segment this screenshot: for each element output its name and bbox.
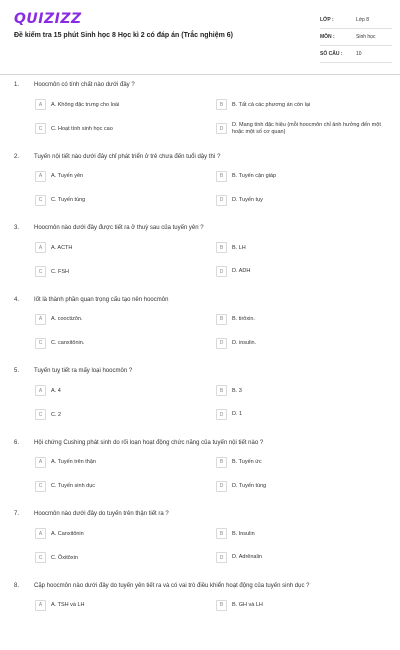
option-letter-box: B [216, 314, 227, 325]
option-label: C. Tuyến sinh dục [51, 483, 95, 489]
quizizz-logo: QUIZIZZ [14, 11, 82, 27]
option-letter-box: B [216, 457, 227, 468]
option-letter-box: C [35, 266, 46, 277]
option-label: A. ACTH [51, 245, 72, 251]
answer-option[interactable] [35, 407, 61, 422]
option-letter-box: D [216, 481, 227, 492]
option-label: C. canxitônin. [51, 340, 84, 346]
question-number: 8. [14, 583, 19, 589]
answer-option[interactable] [35, 455, 96, 470]
answer-option[interactable] [216, 264, 386, 279]
meta-row-count [320, 46, 392, 63]
answer-option[interactable] [216, 407, 386, 422]
answer-option[interactable] [216, 479, 386, 494]
question-number: 5. [14, 368, 19, 374]
option-letter-box: D [216, 195, 227, 206]
option-letter-box: A [35, 528, 46, 539]
option-letter-box: B [216, 385, 227, 396]
page-title: Đề kiểm tra 15 phút Sinh học 8 Học kì 2 có đáp án (Trắc nghiệm 6) [14, 32, 314, 39]
option-label: B. 3 [232, 388, 242, 394]
meta-row-class [320, 12, 392, 29]
answer-option[interactable] [35, 526, 84, 541]
option-letter-box: C [35, 195, 46, 206]
answer-option[interactable] [216, 240, 246, 255]
option-label: D. insulin. [232, 340, 256, 347]
option-label: A. Canxitônin [51, 531, 84, 537]
question-text: Hoocmôn nào dưới đây do tuyến trên thận tiết ra ? [34, 511, 384, 517]
option-letter-box: D [216, 123, 227, 134]
question-number: 7. [14, 511, 19, 517]
option-letter-box: B [216, 171, 227, 182]
question-item [0, 150, 400, 222]
answer-option[interactable] [35, 336, 84, 351]
option-label: D. ADH [232, 268, 250, 275]
question-item [0, 436, 400, 508]
option-label: D. 1 [232, 411, 242, 418]
answer-option[interactable] [35, 550, 78, 565]
question-number: 1. [14, 82, 19, 88]
option-letter-box: B [216, 242, 227, 253]
question-text: Hoocmôn có tính chất nào dưới đây ? [34, 82, 384, 88]
question-number: 3. [14, 225, 19, 231]
question-item [0, 293, 400, 365]
answer-option[interactable] [216, 193, 386, 208]
option-label: B. Tuyến ức [232, 459, 262, 465]
answer-option[interactable] [35, 383, 61, 398]
option-label: A. 4 [51, 388, 61, 394]
meta-table [320, 12, 392, 63]
option-label: B. GH và LH [232, 602, 263, 608]
question-number: 4. [14, 297, 19, 303]
worksheet-header [0, 0, 400, 78]
meta-label: MÔN : [320, 34, 356, 40]
meta-value: Sinh học [356, 34, 375, 40]
answer-option[interactable] [216, 526, 255, 541]
option-label: C. 2 [51, 412, 61, 418]
meta-label: LỚP : [320, 17, 356, 23]
answer-option[interactable] [35, 479, 95, 494]
option-letter-box: B [216, 600, 227, 611]
question-number: 6. [14, 440, 19, 446]
option-letter-box: A [35, 457, 46, 468]
answer-option[interactable] [35, 169, 83, 184]
option-letter-box: A [35, 99, 46, 110]
option-label: B. Insulin [232, 531, 255, 537]
option-label: A. Không đặc trưng cho loài [51, 102, 119, 108]
answer-option[interactable] [35, 121, 113, 136]
option-label: B. Tất cả các phương án còn lại [232, 102, 310, 108]
option-label: D. Tuyến tùng [232, 483, 266, 490]
option-label: D. Tuyến tụy [232, 197, 263, 204]
option-label: B. LH [232, 245, 246, 251]
question-list [0, 78, 400, 650]
answer-option[interactable] [216, 455, 262, 470]
option-label: C. Ôxitôxin [51, 555, 78, 561]
meta-value: Lớp 8 [356, 17, 369, 23]
meta-label: SỐ CÂU : [320, 51, 356, 57]
option-label: C. FSH [51, 269, 69, 275]
option-letter-box: D [216, 266, 227, 277]
question-item [0, 364, 400, 436]
question-item [0, 221, 400, 293]
option-label: A. Tuyến trên thận [51, 459, 96, 465]
option-label: B. tirôxin. [232, 316, 255, 322]
answer-option[interactable] [216, 383, 242, 398]
option-label: A. cooctizôn. [51, 316, 83, 322]
answer-option[interactable] [35, 240, 72, 255]
answer-option[interactable] [216, 169, 276, 184]
option-letter-box: C [35, 552, 46, 563]
option-label: C. Tuyến tùng [51, 197, 85, 203]
question-item [0, 78, 400, 150]
option-label: A. Tuyến yên [51, 173, 83, 179]
answer-option[interactable] [35, 193, 85, 208]
question-text: Iốt là thành phần quan trọng cấu tạo nên hoocmôn [34, 297, 384, 303]
option-label: A. TSH và LH [51, 602, 85, 608]
option-label: D. Mang tính đặc hiệu (mỗi hoocmôn chỉ ảnh hưởng đến một hoặc một số cơ quan) [232, 122, 386, 136]
question-text: Hoocmôn nào dưới đây được tiết ra ở thuỳ sau của tuyến yên ? [34, 225, 384, 231]
option-letter-box: A [35, 385, 46, 396]
option-letter-box: A [35, 314, 46, 325]
meta-row-subject [320, 29, 392, 46]
option-letter-box: C [35, 481, 46, 492]
option-label: D. Adrênalin [232, 554, 262, 561]
question-item [0, 507, 400, 579]
option-letter-box: A [35, 171, 46, 182]
option-letter-box: A [35, 242, 46, 253]
answer-option[interactable] [216, 121, 386, 136]
answer-option[interactable] [216, 97, 310, 112]
question-text: Tuyến tuỵ tiết ra mấy loại hoocmôn ? [34, 368, 384, 374]
option-letter-box: B [216, 528, 227, 539]
question-number: 2. [14, 154, 19, 160]
option-letter-box: B [216, 99, 227, 110]
option-letter-box: C [35, 409, 46, 420]
answer-option[interactable] [35, 264, 69, 279]
question-text: Hội chứng Cushing phát sinh do rối loạn hoạt động chức năng của tuyến nội tiết nào ? [34, 440, 384, 446]
question-text: Tuyến nội tiết nào dưới đây chỉ phát triển ở trẻ chưa đến tuổi dậy thì ? [34, 154, 384, 160]
option-letter-box: D [216, 409, 227, 420]
option-letter-box: D [216, 338, 227, 349]
answer-option[interactable] [35, 312, 83, 327]
option-letter-box: C [35, 123, 46, 134]
answer-option[interactable] [35, 97, 119, 112]
answer-option[interactable] [216, 550, 386, 565]
option-label: B. Tuyến cận giáp [232, 173, 276, 179]
option-label: C. Hoạt tính sinh học cao [51, 126, 113, 132]
option-letter-box: A [35, 600, 46, 611]
option-letter-box: C [35, 338, 46, 349]
option-letter-box: D [216, 552, 227, 563]
question-text: Cặp hoocmôn nào dưới đây do tuyến yên tiết ra và có vai trò điều khiển hoạt động của tuyến sinh dục ? [34, 583, 384, 589]
answer-option[interactable] [216, 312, 255, 327]
question-item [0, 579, 400, 650]
answer-option[interactable] [216, 336, 386, 351]
header-divider [0, 74, 400, 75]
meta-value: 10 [356, 51, 362, 57]
